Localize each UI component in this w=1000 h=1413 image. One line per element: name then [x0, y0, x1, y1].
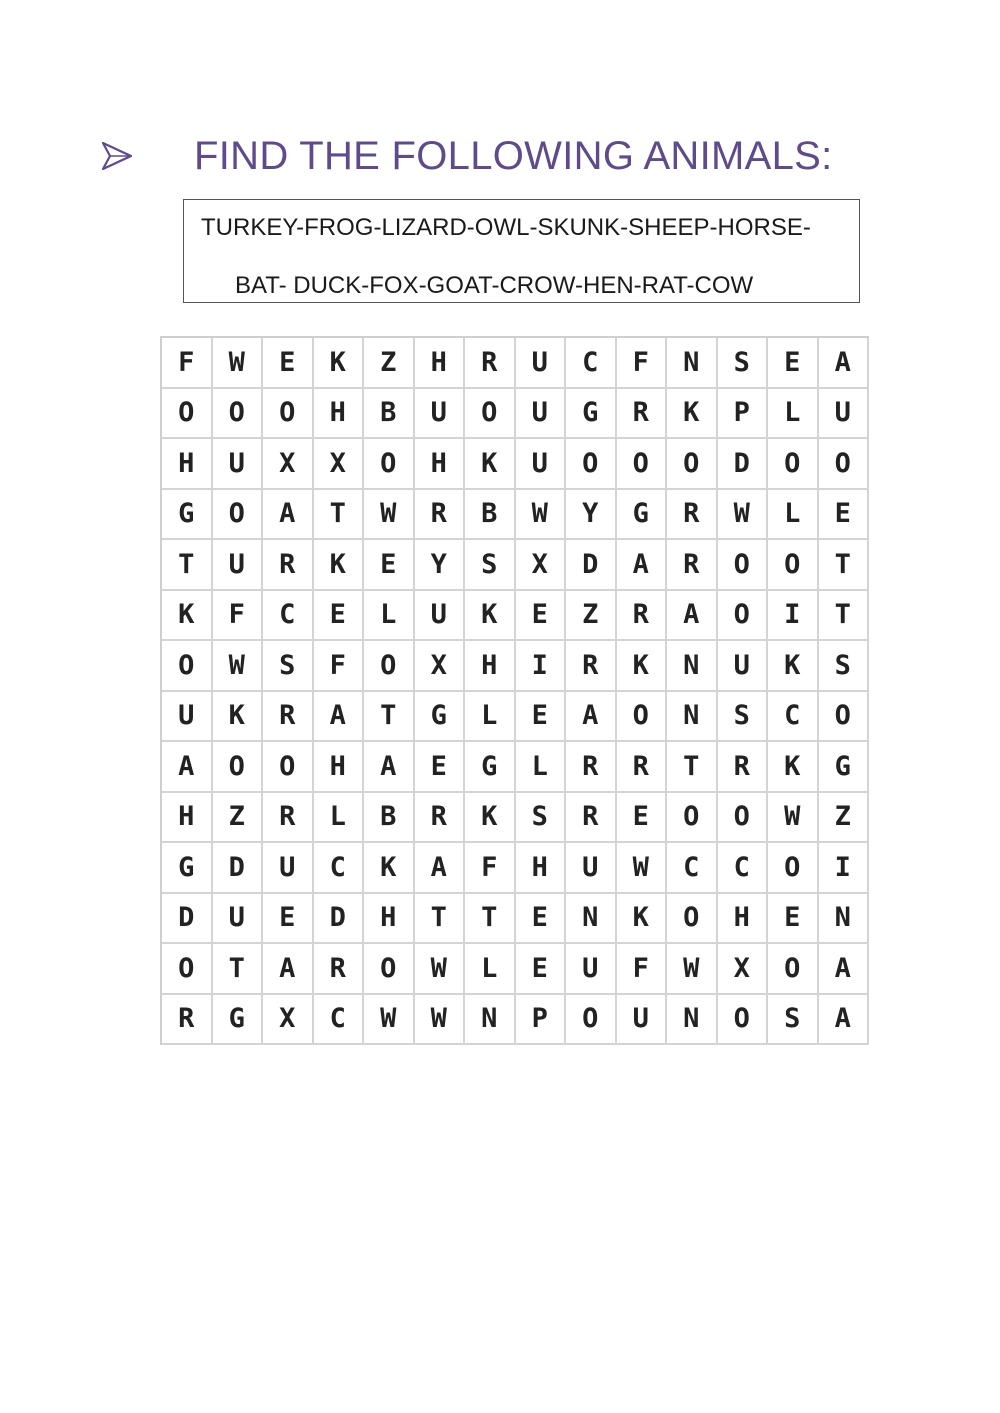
grid-cell[interactable]: U: [516, 338, 567, 389]
grid-cell[interactable]: Y: [566, 490, 617, 541]
grid-cell[interactable]: X: [516, 540, 567, 591]
grid-cell[interactable]: D: [718, 439, 769, 490]
grid-cell[interactable]: O: [566, 995, 617, 1046]
grid-cell[interactable]: E: [516, 591, 567, 642]
grid-cell[interactable]: R: [566, 793, 617, 844]
grid-cell[interactable]: Z: [213, 793, 264, 844]
grid-cell[interactable]: X: [314, 439, 365, 490]
grid-cell[interactable]: R: [667, 490, 718, 541]
grid-cell[interactable]: R: [617, 389, 668, 440]
grid-cell[interactable]: O: [162, 641, 213, 692]
grid-cell[interactable]: H: [465, 641, 516, 692]
grid-cell[interactable]: E: [314, 591, 365, 642]
grid-cell[interactable]: K: [465, 793, 516, 844]
grid-cell[interactable]: R: [566, 742, 617, 793]
grid-cell[interactable]: O: [617, 439, 668, 490]
grid-cell[interactable]: L: [768, 389, 819, 440]
grid-cell[interactable]: G: [617, 490, 668, 541]
grid-cell[interactable]: R: [162, 995, 213, 1046]
grid-cell[interactable]: U: [566, 944, 617, 995]
grid-cell[interactable]: Z: [566, 591, 617, 642]
heading: [100, 128, 833, 184]
grid-cell[interactable]: A: [819, 338, 870, 389]
grid-cell[interactable]: H: [718, 894, 769, 945]
grid-cell[interactable]: W: [617, 843, 668, 894]
grid-cell[interactable]: W: [213, 641, 264, 692]
grid-cell[interactable]: R: [718, 742, 769, 793]
grid-cell[interactable]: R: [566, 641, 617, 692]
grid-cell[interactable]: I: [819, 843, 870, 894]
grid-cell[interactable]: K: [162, 591, 213, 642]
grid-cell[interactable]: K: [768, 742, 819, 793]
grid-cell[interactable]: K: [314, 540, 365, 591]
grid-cell[interactable]: K: [364, 843, 415, 894]
grid-cell[interactable]: B: [364, 793, 415, 844]
grid-cell[interactable]: R: [465, 338, 516, 389]
grid-cell[interactable]: E: [617, 793, 668, 844]
grid-cell[interactable]: U: [213, 894, 264, 945]
grid-cell[interactable]: A: [819, 944, 870, 995]
grid-cell[interactable]: O: [718, 540, 769, 591]
grid-cell[interactable]: D: [162, 894, 213, 945]
grid-cell[interactable]: I: [516, 641, 567, 692]
grid-cell[interactable]: U: [162, 692, 213, 743]
grid-cell[interactable]: O: [213, 389, 264, 440]
grid-cell[interactable]: L: [516, 742, 567, 793]
grid-cell[interactable]: A: [819, 995, 870, 1046]
grid-cell[interactable]: C: [314, 995, 365, 1046]
grid-cell[interactable]: A: [364, 742, 415, 793]
grid-cell[interactable]: R: [314, 944, 365, 995]
grid-cell[interactable]: R: [617, 591, 668, 642]
grid-cell[interactable]: A: [415, 843, 466, 894]
grid-cell[interactable]: C: [566, 338, 617, 389]
grid-cell[interactable]: O: [768, 843, 819, 894]
grid-cell[interactable]: G: [566, 389, 617, 440]
grid-cell[interactable]: T: [465, 894, 516, 945]
grid-cell[interactable]: O: [768, 439, 819, 490]
grid-cell[interactable]: O: [162, 389, 213, 440]
grid-cell[interactable]: E: [768, 338, 819, 389]
grid-cell[interactable]: B: [364, 389, 415, 440]
grid-cell[interactable]: G: [213, 995, 264, 1046]
grid-cell[interactable]: A: [566, 692, 617, 743]
grid-cell[interactable]: D: [213, 843, 264, 894]
grid-cell[interactable]: T: [213, 944, 264, 995]
grid-cell[interactable]: D: [314, 894, 365, 945]
grid-cell[interactable]: A: [162, 742, 213, 793]
grid-cell[interactable]: N: [667, 692, 718, 743]
grid-cell[interactable]: O: [465, 389, 516, 440]
grid-cell[interactable]: E: [516, 894, 567, 945]
grid-cell[interactable]: A: [617, 540, 668, 591]
grid-cell[interactable]: C: [768, 692, 819, 743]
grid-cell[interactable]: H: [364, 894, 415, 945]
grid-cell[interactable]: W: [415, 944, 466, 995]
grid-cell[interactable]: X: [263, 439, 314, 490]
grid-cell[interactable]: O: [213, 742, 264, 793]
grid-cell[interactable]: L: [768, 490, 819, 541]
grid-cell[interactable]: G: [465, 742, 516, 793]
grid-cell[interactable]: O: [819, 439, 870, 490]
grid-cell[interactable]: H: [516, 843, 567, 894]
grid-cell[interactable]: L: [364, 591, 415, 642]
grid-cell[interactable]: R: [667, 540, 718, 591]
grid-cell[interactable]: O: [263, 742, 314, 793]
word-list-line-2: BAT- DUCK-FOX-GOAT-CROW-HEN-RAT-COW: [235, 272, 754, 299]
grid-cell[interactable]: F: [213, 591, 264, 642]
grid-cell[interactable]: K: [768, 641, 819, 692]
grid-cell[interactable]: H: [162, 439, 213, 490]
grid-cell[interactable]: O: [718, 793, 769, 844]
grid-cell[interactable]: O: [667, 894, 718, 945]
grid-cell[interactable]: W: [213, 338, 264, 389]
grid-cell[interactable]: K: [617, 641, 668, 692]
grid-cell[interactable]: F: [314, 641, 365, 692]
grid-cell[interactable]: E: [516, 944, 567, 995]
grid-cell[interactable]: O: [364, 439, 415, 490]
grid-cell[interactable]: O: [718, 591, 769, 642]
grid-cell[interactable]: O: [667, 439, 718, 490]
grid-cell[interactable]: U: [415, 389, 466, 440]
grid-cell[interactable]: R: [415, 490, 466, 541]
grid-cell[interactable]: W: [768, 793, 819, 844]
grid-cell[interactable]: C: [667, 843, 718, 894]
grid-cell[interactable]: N: [667, 995, 718, 1046]
grid-cell[interactable]: Z: [819, 793, 870, 844]
grid-cell[interactable]: E: [768, 894, 819, 945]
word-search-grid: [160, 336, 869, 1045]
grid-cell[interactable]: U: [617, 995, 668, 1046]
grid-cell[interactable]: L: [314, 793, 365, 844]
grid-cell[interactable]: W: [415, 995, 466, 1046]
grid-cell[interactable]: X: [263, 995, 314, 1046]
grid-cell[interactable]: K: [314, 338, 365, 389]
grid-cell[interactable]: U: [516, 439, 567, 490]
grid-cell[interactable]: G: [162, 843, 213, 894]
grid-cell[interactable]: W: [364, 490, 415, 541]
grid-cell[interactable]: S: [263, 641, 314, 692]
grid-cell[interactable]: S: [718, 338, 769, 389]
grid-cell[interactable]: I: [768, 591, 819, 642]
grid-cell[interactable]: U: [263, 843, 314, 894]
grid-cell[interactable]: H: [314, 389, 365, 440]
grid-cell[interactable]: C: [718, 843, 769, 894]
grid-cell[interactable]: C: [314, 843, 365, 894]
grid-cell[interactable]: K: [465, 439, 516, 490]
grid-cell[interactable]: T: [819, 540, 870, 591]
grid-cell[interactable]: O: [667, 793, 718, 844]
grid-cell[interactable]: P: [718, 389, 769, 440]
grid-cell[interactable]: N: [465, 995, 516, 1046]
grid-cell[interactable]: R: [263, 793, 314, 844]
arrow-bullet-icon: [100, 139, 134, 173]
grid-cell[interactable]: R: [415, 793, 466, 844]
grid-cell[interactable]: T: [314, 490, 365, 541]
grid-cell[interactable]: E: [415, 742, 466, 793]
grid-cell[interactable]: Z: [364, 338, 415, 389]
grid-cell[interactable]: A: [314, 692, 365, 743]
grid-cell[interactable]: E: [516, 692, 567, 743]
grid-cell[interactable]: O: [768, 540, 819, 591]
grid-cell[interactable]: E: [819, 490, 870, 541]
grid-cell[interactable]: S: [516, 793, 567, 844]
grid-cell[interactable]: S: [718, 692, 769, 743]
grid-cell[interactable]: H: [415, 439, 466, 490]
grid-cell[interactable]: F: [162, 338, 213, 389]
grid-cell[interactable]: U: [415, 591, 466, 642]
grid-cell[interactable]: O: [718, 995, 769, 1046]
grid-cell[interactable]: K: [213, 692, 264, 743]
grid-cell[interactable]: N: [566, 894, 617, 945]
grid-cell[interactable]: H: [314, 742, 365, 793]
grid-cell[interactable]: O: [566, 439, 617, 490]
grid-cell[interactable]: R: [263, 692, 314, 743]
grid-cell[interactable]: T: [162, 540, 213, 591]
grid-cell[interactable]: L: [465, 692, 516, 743]
grid-cell[interactable]: F: [465, 843, 516, 894]
grid-cell[interactable]: K: [465, 591, 516, 642]
grid-cell[interactable]: H: [415, 338, 466, 389]
grid-cell[interactable]: U: [516, 389, 567, 440]
grid-cell[interactable]: N: [667, 641, 718, 692]
grid-cell[interactable]: C: [263, 591, 314, 642]
grid-cell[interactable]: T: [819, 591, 870, 642]
grid-cell[interactable]: P: [516, 995, 567, 1046]
grid-cell[interactable]: W: [364, 995, 415, 1046]
grid-cell[interactable]: U: [213, 439, 264, 490]
grid-cell[interactable]: X: [415, 641, 466, 692]
grid-cell[interactable]: S: [819, 641, 870, 692]
grid-cell[interactable]: S: [465, 540, 516, 591]
grid-cell[interactable]: X: [718, 944, 769, 995]
grid-cell[interactable]: U: [213, 540, 264, 591]
grid-cell[interactable]: E: [263, 894, 314, 945]
grid-cell[interactable]: G: [415, 692, 466, 743]
grid-cell[interactable]: K: [667, 389, 718, 440]
grid-cell[interactable]: L: [465, 944, 516, 995]
grid-cell[interactable]: O: [364, 641, 415, 692]
grid-cell[interactable]: O: [364, 944, 415, 995]
grid-cell[interactable]: W: [718, 490, 769, 541]
grid-cell[interactable]: T: [667, 742, 718, 793]
grid-cell[interactable]: U: [819, 389, 870, 440]
grid-cell[interactable]: G: [162, 490, 213, 541]
grid-cell[interactable]: W: [516, 490, 567, 541]
word-list-box: [183, 199, 860, 303]
grid-cell[interactable]: G: [819, 742, 870, 793]
grid-cell[interactable]: B: [465, 490, 516, 541]
grid-cell[interactable]: U: [718, 641, 769, 692]
grid-cell[interactable]: D: [566, 540, 617, 591]
grid-cell[interactable]: K: [617, 894, 668, 945]
grid-cell[interactable]: S: [768, 995, 819, 1046]
grid-cell[interactable]: U: [566, 843, 617, 894]
grid-cell[interactable]: H: [162, 793, 213, 844]
grid-cell[interactable]: O: [162, 944, 213, 995]
grid-cell[interactable]: O: [617, 692, 668, 743]
grid-cell[interactable]: A: [667, 591, 718, 642]
grid-cell[interactable]: A: [263, 490, 314, 541]
grid-cell[interactable]: O: [213, 490, 264, 541]
grid-cell[interactable]: E: [364, 540, 415, 591]
grid-cell[interactable]: E: [263, 338, 314, 389]
grid-cell[interactable]: O: [819, 692, 870, 743]
grid-cell[interactable]: F: [617, 944, 668, 995]
grid-cell[interactable]: O: [263, 389, 314, 440]
grid-cell[interactable]: F: [617, 338, 668, 389]
grid-cell[interactable]: T: [364, 692, 415, 743]
grid-cell[interactable]: Y: [415, 540, 466, 591]
grid-cell[interactable]: N: [819, 894, 870, 945]
grid-cell[interactable]: O: [768, 944, 819, 995]
grid-cell[interactable]: N: [667, 338, 718, 389]
page-title: FIND THE FOLLOWING ANIMALS:: [194, 134, 833, 178]
grid-cell[interactable]: R: [263, 540, 314, 591]
grid-cell[interactable]: T: [415, 894, 466, 945]
grid-cell[interactable]: A: [263, 944, 314, 995]
grid-cell[interactable]: R: [617, 742, 668, 793]
grid-cell[interactable]: W: [667, 944, 718, 995]
word-list-line-1: TURKEY-FROG-LIZARD-OWL-SKUNK-SHEEP-HORSE-: [201, 214, 811, 241]
